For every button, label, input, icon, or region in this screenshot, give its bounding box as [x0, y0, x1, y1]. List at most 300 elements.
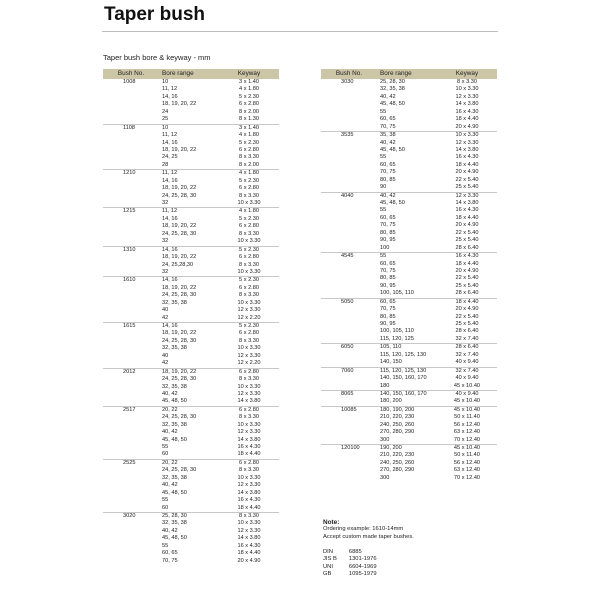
bore-range-value: 140, 150, 160, 170: [380, 375, 427, 382]
keyway-value: 18 x 4.40: [455, 214, 479, 221]
keyway-value: 6 x 2.80: [239, 146, 259, 153]
bore-range-value: 40, 42: [380, 192, 396, 199]
bush-group-row: [321, 367, 497, 390]
bore-range-value: 60: [162, 451, 169, 458]
bore-range-value: 55: [380, 108, 387, 115]
bush-number-cell: [321, 445, 377, 483]
keyway-value: 4 x 1.80: [239, 86, 259, 93]
keyway-value: 12 x 3.30: [237, 482, 261, 489]
keyway-value: 70 x 12.40: [453, 436, 481, 443]
keyway-value: 28 x 6.40: [455, 244, 479, 251]
bore-range-value: 11, 12: [162, 208, 178, 215]
keyway-value: 5 x 2.30: [239, 215, 259, 222]
bore-range-cell: [377, 132, 437, 193]
bush-number-cell: [321, 406, 377, 444]
bore-range-value: 24, 25, 28, 30: [162, 192, 197, 199]
bore-range-value: 24, 25, 28, 30: [162, 414, 197, 421]
keyway-value: 40 x 9.40: [455, 375, 479, 382]
bore-range-value: 240, 250, 260: [380, 421, 415, 428]
bore-range-value: 24, 25, 28, 30: [162, 292, 197, 299]
standard-row: [323, 556, 377, 563]
keyway-cell: [437, 367, 497, 390]
bore-range-value: 35, 38: [380, 132, 396, 139]
bush-number: 1215: [123, 208, 136, 215]
keyway-value: 45 x 10.40: [453, 382, 481, 389]
bore-range-value: 32: [162, 200, 169, 206]
keyway-cell: [219, 406, 279, 459]
bush-group-row: [103, 368, 279, 406]
bore-range-value: 18, 19, 20, 22: [162, 284, 197, 291]
bore-range-cell: [159, 459, 219, 512]
bush-number-cell: [321, 132, 377, 193]
keyway-value: 10 x 3.30: [237, 383, 261, 390]
keyway-value: 63 x 12.40: [453, 429, 481, 436]
left-table-header: [103, 69, 279, 79]
keyway-value: 22 x 5.40: [455, 313, 479, 320]
bore-range-value: 45, 48, 50: [162, 398, 187, 405]
bush-number: 3020: [123, 512, 136, 519]
keyway-value: 18 x 4.40: [455, 116, 479, 123]
bore-range-value: 60: [162, 504, 169, 511]
title-divider: [102, 31, 498, 32]
bore-range-value: 24, 25,28,30: [162, 261, 194, 268]
bore-range-value: 70, 75: [380, 306, 396, 313]
bush-number: 1310: [123, 246, 136, 253]
bush-number-cell: [103, 208, 159, 246]
bore-range-value: 180, 190, 200: [380, 406, 415, 413]
bush-number: 1610: [123, 277, 136, 284]
bore-range-value: 40, 42: [380, 139, 396, 146]
page-title: Taper bush: [104, 4, 205, 25]
bush-number: 4040: [341, 192, 354, 199]
bore-range-value: 14, 16: [162, 323, 178, 329]
header-bush-no: Bush No.: [103, 69, 159, 79]
bore-range-value: 70, 75: [380, 222, 396, 229]
bore-range-value: 32, 35, 38: [380, 86, 405, 93]
keyway-value: 18 x 4.40: [455, 161, 479, 168]
bush-number: 1210: [123, 170, 136, 177]
keyway-value: 6 x 2.80: [239, 330, 259, 337]
bore-range-value: 45, 48, 50: [380, 200, 405, 206]
bush-number-cell: [321, 253, 377, 299]
bore-range-value: 80, 85: [380, 176, 396, 183]
keyway-value: 12 x 3.30: [237, 352, 261, 359]
bore-range-value: 270, 280, 290: [380, 429, 415, 436]
bore-range-cell: [377, 192, 437, 253]
keyway-value: 8 x 3.30: [457, 79, 477, 85]
bore-range-value: 40, 42: [162, 390, 178, 397]
bore-range-value: 40: [162, 307, 169, 314]
keyway-value: 3 x 1.40: [239, 79, 259, 85]
keyway-value: 20 x 4.90: [455, 306, 479, 313]
keyway-value: 10 x 3.30: [237, 474, 261, 481]
bore-range-value: 40, 42: [162, 482, 178, 489]
bore-range-value: 90: [380, 184, 387, 191]
bush-number-cell: [103, 79, 159, 124]
keyway-cell: [437, 390, 497, 406]
bore-range-value: 32, 35, 38: [162, 421, 187, 428]
note-block: [323, 519, 414, 541]
bore-range-value: 32, 35, 38: [162, 299, 187, 306]
bore-range-value: 28: [162, 161, 169, 168]
right-table-body: [321, 79, 497, 482]
bore-range-value: 45, 48, 50: [380, 101, 405, 108]
keyway-cell: [219, 79, 279, 124]
bore-range-cell: [377, 79, 437, 132]
bush-group-row: [103, 406, 279, 459]
keyway-value: 20 x 4.90: [455, 169, 479, 176]
standard-value: 6885: [348, 549, 362, 555]
standard-name: GB: [323, 571, 332, 578]
keyway-value: 10 x 3.30: [237, 200, 261, 206]
keyway-cell: [219, 246, 279, 277]
keyway-value: 22 x 5.40: [455, 176, 479, 183]
bush-group-row: [103, 208, 279, 246]
bore-range-cell: [159, 246, 219, 277]
keyway-value: 14 x 3.80: [455, 200, 479, 206]
bore-range-value: 60, 65: [162, 550, 178, 557]
bore-range-value: 90, 95: [380, 282, 396, 289]
keyway-cell: [219, 459, 279, 512]
bush-number: 2012: [123, 368, 136, 375]
bore-range-value: 14, 16: [162, 277, 178, 284]
bore-range-value: 210, 220, 230: [380, 414, 415, 421]
bore-range-value: 32: [162, 268, 169, 275]
header-bush-no: Bush No.: [321, 69, 377, 79]
keyway-value: 14 x 3.80: [237, 489, 261, 496]
bore-range-cell: [159, 406, 219, 459]
bore-range-value: 60, 65: [380, 214, 396, 221]
keyway-cell: [219, 170, 279, 208]
keyway-value: 8 x 1.30: [239, 116, 259, 123]
keyway-cell: [219, 277, 279, 323]
bore-range-value: 14, 16: [162, 139, 178, 146]
bush-number: 2525: [123, 459, 136, 466]
keyway-value: 16 x 4.30: [455, 154, 479, 161]
bore-range-value: 11, 12: [162, 86, 178, 93]
keyway-value: 18 x 4.40: [455, 298, 479, 305]
keyway-cell: [437, 445, 497, 483]
keyway-value: 12 x 3.30: [237, 390, 261, 397]
keyway-cell: [437, 192, 497, 253]
right-bore-table: [321, 69, 497, 482]
keyway-value: 8 x 3.30: [239, 337, 259, 344]
bore-range-value: 45, 48, 50: [162, 535, 187, 542]
keyway-value: 6 x 2.80: [239, 368, 259, 375]
keyway-cell: [219, 323, 279, 369]
bore-range-value: 14, 16: [162, 177, 178, 184]
keyway-value: 8 x 3.30: [239, 292, 259, 299]
bush-number: 1008: [123, 79, 136, 85]
header-keyway: Keyway: [219, 69, 279, 79]
keyway-value: 16 x 4.30: [455, 253, 479, 260]
bore-range-value: 40: [162, 352, 169, 359]
bush-number-cell: [103, 277, 159, 323]
keyway-value: 4 x 1.80: [239, 170, 259, 177]
keyway-value: 20 x 4.90: [455, 123, 479, 130]
keyway-cell: [437, 253, 497, 299]
right-table-header: [321, 69, 497, 79]
note-title: Note:: [323, 519, 340, 526]
keyway-value: 18 x 4.40: [455, 260, 479, 267]
keyway-value: 8 x 3.30: [239, 192, 259, 199]
keyway-value: 16 x 4.30: [237, 444, 261, 450]
bore-range-value: 18, 19, 20, 22: [162, 368, 197, 375]
keyway-value: 28 x 6.40: [455, 328, 479, 335]
keyway-value: 70 x 12.40: [453, 474, 481, 481]
bore-range-cell: [159, 79, 219, 124]
bush-group-row: [103, 170, 279, 208]
keyway-value: 56 x 12.40: [453, 421, 481, 428]
keyway-value: 8 x 3.30: [239, 261, 259, 268]
bore-range-value: 18, 19, 20, 22: [162, 223, 197, 230]
bush-number: 1615: [123, 323, 136, 329]
keyway-value: 8 x 3.30: [239, 414, 259, 421]
bore-range-value: 240, 250, 260: [380, 459, 415, 466]
left-table-body: [103, 79, 279, 565]
bore-range-value: 100: [380, 244, 390, 251]
bush-number-cell: [321, 79, 377, 132]
bush-number-cell: [103, 368, 159, 406]
bore-range-value: 42: [162, 360, 169, 367]
bush-group-row: [321, 445, 497, 483]
bore-range-value: 55: [380, 154, 387, 161]
bush-group-row: [321, 298, 497, 344]
bush-number: 1108: [123, 124, 136, 131]
bush-number: 3535: [341, 132, 354, 139]
bore-range-value: 10: [162, 79, 169, 85]
keyway-value: 8 x 2.00: [239, 108, 259, 115]
bore-range-value: 18, 19, 20, 22: [162, 254, 197, 261]
keyway-value: 50 x 11.40: [454, 414, 480, 421]
standard-row: [323, 564, 377, 571]
bore-range-value: 32, 35, 38: [162, 345, 187, 352]
standard-name: DIN: [323, 549, 333, 555]
header-bore-range: Bore range: [159, 69, 219, 79]
keyway-value: 5 x 2.30: [239, 139, 259, 146]
bush-group-row: [321, 132, 497, 193]
standard-value: 6604-1969: [348, 563, 377, 570]
bore-range-value: 55: [162, 444, 169, 450]
keyway-value: 10 x 3.30: [237, 238, 261, 245]
keyway-value: 12 x 2.20: [237, 360, 261, 367]
standard-value: 1301-1976: [348, 556, 377, 563]
bore-range-value: 14, 16: [162, 93, 178, 100]
keyway-value: 10 x 3.30: [455, 132, 479, 139]
bore-range-value: 80, 85: [380, 229, 396, 236]
standard-row: [323, 571, 377, 578]
bore-range-value: 20, 22: [162, 406, 178, 413]
bore-range-value: 40, 42: [162, 527, 178, 534]
bush-number-cell: [103, 124, 159, 170]
bore-range-value: 18, 19, 20, 22: [162, 330, 197, 337]
keyway-cell: [219, 368, 279, 406]
keyway-value: 45 x 10.40: [453, 406, 481, 413]
bore-range-value: 40, 42: [162, 429, 178, 436]
bore-range-value: 11, 12: [162, 170, 178, 177]
bore-range-cell: [377, 406, 437, 444]
keyway-value: 14 x 3.80: [455, 101, 479, 108]
keyway-value: 16 x 4.30: [237, 497, 261, 504]
keyway-value: 12 x 3.30: [237, 429, 261, 436]
bore-range-value: 25, 28, 30: [380, 79, 405, 85]
bush-number-cell: [103, 459, 159, 512]
bore-range-value: 18, 19, 20, 22: [162, 101, 197, 108]
keyway-value: 12 x 3.30: [237, 527, 261, 534]
keyway-value: 16 x 4.30: [455, 207, 479, 214]
bore-range-value: 55: [380, 207, 387, 214]
keyway-cell: [219, 512, 279, 565]
bore-range-cell: [377, 390, 437, 406]
bore-range-value: 40, 42: [380, 93, 396, 100]
bore-range-value: 190, 200: [380, 445, 402, 451]
bore-range-cell: [377, 445, 437, 483]
bush-number: 3030: [341, 79, 354, 85]
keyway-value: 6 x 2.80: [239, 185, 259, 192]
keyway-value: 5 x 2.30: [239, 323, 259, 329]
bore-range-value: 24, 25: [162, 154, 178, 161]
keyway-value: 32 x 7.40: [455, 351, 479, 358]
keyway-cell: [437, 79, 497, 132]
bore-range-value: 25, 28, 30: [162, 512, 187, 519]
keyway-value: 25 x 5.40: [455, 184, 479, 191]
bush-group-row: [321, 192, 497, 253]
keyway-value: 4 x 1.80: [239, 132, 259, 139]
bore-range-value: 10: [162, 124, 169, 131]
keyway-value: 8 x 3.30: [239, 467, 259, 474]
keyway-cell: [437, 298, 497, 344]
bore-range-value: 180: [380, 382, 390, 389]
bush-number: 6050: [341, 344, 354, 351]
note-line: Accept custom made taper bushes.: [323, 533, 414, 540]
bush-number: 10085: [341, 406, 357, 413]
keyway-value: 32 x 7.40: [455, 367, 479, 374]
keyway-value: 6 x 2.80: [239, 101, 259, 108]
bush-group-row: [103, 277, 279, 323]
bore-range-value: 24, 25, 28, 30: [162, 230, 197, 237]
keyway-value: 45 x 10.40: [453, 398, 481, 405]
bore-range-value: 20, 22: [162, 459, 178, 466]
bush-group-row: [321, 344, 497, 367]
bore-range-value: 60, 65: [380, 298, 396, 305]
bush-group-row: [321, 406, 497, 444]
bore-range-cell: [377, 344, 437, 367]
keyway-value: 10 x 3.30: [237, 268, 261, 275]
keyway-value: 3 x 1.40: [239, 124, 259, 131]
bore-range-cell: [377, 298, 437, 344]
bore-range-value: 115, 120, 125: [380, 335, 414, 342]
bore-range-cell: [159, 512, 219, 565]
bore-range-cell: [159, 368, 219, 406]
keyway-value: 12 x 3.30: [455, 192, 479, 199]
keyway-value: 4 x 1.80: [239, 208, 259, 215]
keyway-value: 56 x 12.40: [453, 459, 481, 466]
bush-number: 2517: [123, 406, 136, 413]
keyway-value: 25 x 5.40: [455, 237, 479, 244]
keyway-value: 16 x 4.30: [455, 108, 479, 115]
keyway-value: 14 x 3.80: [237, 436, 261, 443]
bush-number-cell: [103, 246, 159, 277]
note-line: Ordering example: 1610-14mm: [323, 526, 404, 533]
bore-range-value: 70, 75: [380, 123, 396, 130]
bore-range-value: 24: [162, 108, 169, 115]
keyway-value: 6 x 2.80: [239, 406, 259, 413]
bore-range-value: 18, 19, 20, 22: [162, 185, 197, 192]
keyway-value: 40 x 9.40: [455, 359, 479, 366]
keyway-value: 20 x 4.90: [455, 222, 479, 229]
bush-number-cell: [103, 512, 159, 565]
bore-range-value: 60, 65: [380, 260, 396, 267]
keyway-value: 14 x 3.80: [237, 535, 261, 542]
bush-group-row: [103, 459, 279, 512]
standard-row: [323, 549, 377, 556]
bush-number: 5050: [341, 298, 354, 305]
bore-range-value: 270, 280, 290: [380, 467, 415, 474]
bush-number-cell: [103, 323, 159, 369]
keyway-value: 14 x 3.80: [237, 398, 261, 405]
bore-range-value: 14, 16: [162, 215, 178, 222]
keyway-value: 10 x 3.30: [237, 299, 261, 306]
keyway-value: 32 x 7.40: [455, 335, 479, 342]
keyway-value: 10 x 3.30: [237, 520, 261, 527]
keyway-value: 8 x 3.30: [239, 376, 259, 383]
bore-range-cell: [377, 253, 437, 299]
bush-group-row: [103, 512, 279, 565]
bore-range-value: 90, 95: [380, 237, 396, 244]
keyway-value: 6 x 2.80: [239, 284, 259, 291]
bore-range-value: 70, 75: [380, 169, 396, 176]
bore-range-cell: [159, 124, 219, 170]
bush-group-row: [321, 253, 497, 299]
bore-range-value: 45, 48, 50: [380, 146, 405, 153]
keyway-value: 6 x 2.80: [239, 254, 259, 261]
keyway-value: 18 x 4.40: [237, 504, 261, 511]
keyway-value: 20 x 4.90: [455, 267, 479, 274]
keyway-value: 8 x 2.00: [239, 161, 259, 168]
keyway-cell: [437, 132, 497, 193]
bore-range-value: 25: [162, 116, 169, 123]
keyway-value: 5 x 2.30: [239, 93, 259, 100]
bore-range-value: 32: [162, 238, 169, 245]
keyway-value: 16 x 4.30: [237, 542, 261, 549]
bore-range-value: 60, 65: [380, 116, 396, 123]
bore-range-value: 80, 85: [380, 313, 396, 320]
standard-name: JIS B: [323, 556, 337, 563]
bush-number-cell: [103, 406, 159, 459]
bore-range-value: 32, 35, 38: [162, 520, 187, 527]
header-bore-range: Bore range: [377, 69, 437, 79]
bore-range-value: 80, 85: [380, 275, 396, 282]
keyway-value: 18 x 4.40: [237, 451, 261, 458]
bore-range-cell: [159, 277, 219, 323]
bush-number-cell: [321, 298, 377, 344]
keyway-value: 63 x 12.40: [453, 467, 481, 474]
keyway-value: 8 x 3.30: [239, 154, 259, 161]
bore-range-value: 90, 95: [380, 321, 396, 327]
bore-range-value: 24, 25, 28, 30: [162, 467, 197, 474]
header-keyway: Keyway: [437, 69, 497, 79]
keyway-value: 12 x 2.20: [237, 314, 261, 321]
bore-range-value: 210, 220, 230: [380, 452, 415, 459]
bush-group-row: [103, 323, 279, 369]
keyway-value: 25 x 5.40: [455, 321, 479, 327]
bore-range-value: 115, 120, 125, 130: [380, 367, 427, 374]
keyway-value: 10 x 3.30: [237, 421, 261, 428]
keyway-value: 12 x 3.30: [237, 307, 261, 314]
bush-number: 120100: [341, 445, 360, 451]
bore-range-value: 100, 105, 110: [380, 290, 414, 297]
bush-group-row: [321, 390, 497, 406]
